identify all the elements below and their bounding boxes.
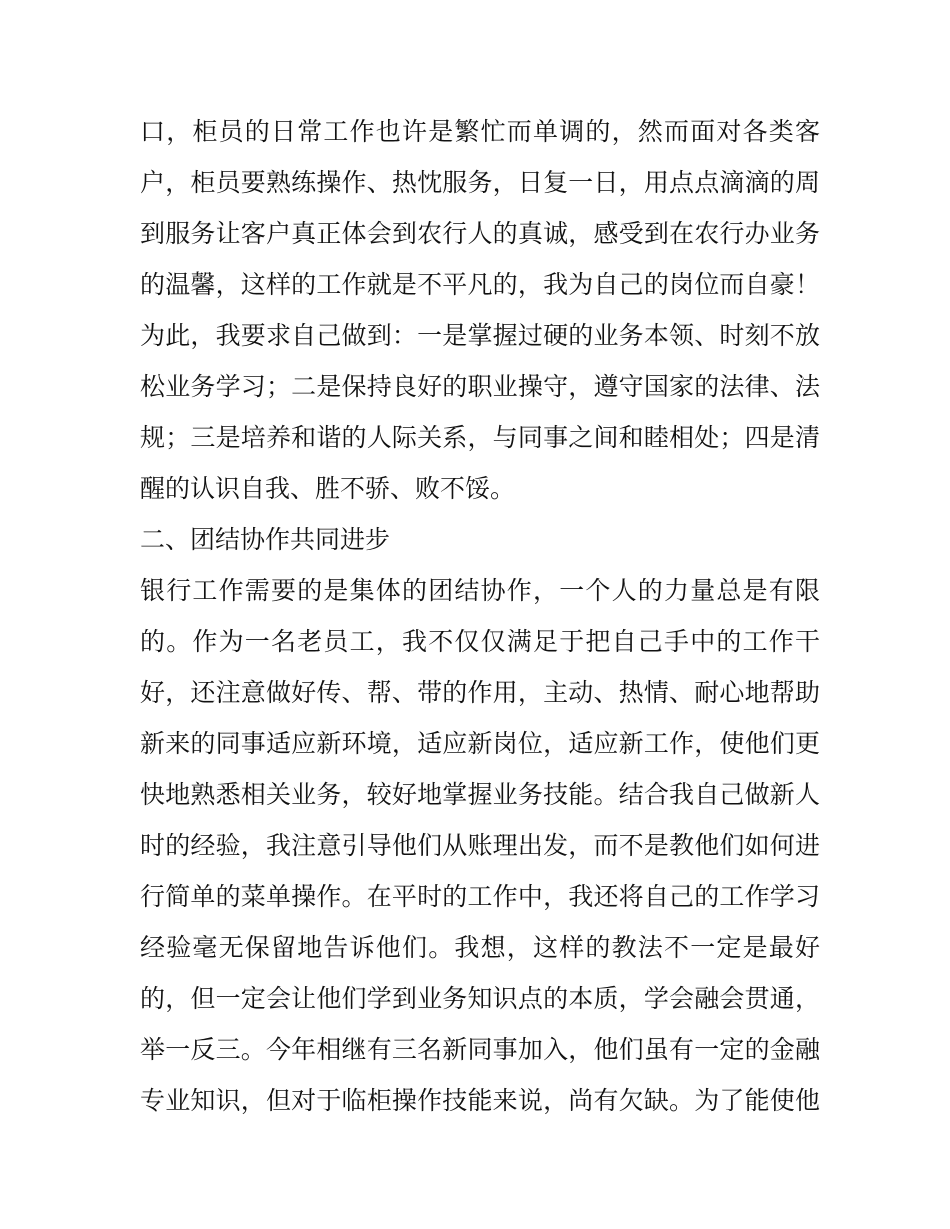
- body-text: [140, 106, 820, 1126]
- text-line: 户，柜员要熟练操作、热忱服务，日复一日，用点点滴滴的周: [140, 168, 820, 197]
- text-line: 醒的认识自我、胜不骄、败不馁。: [140, 474, 516, 503]
- text-line: 举一反三。今年相继有三名新同事加入，他们虽有一定的金融: [140, 1035, 820, 1064]
- text-line: 松业务学习；二是保持良好的职业操守，遵守国家的法律、法: [140, 372, 820, 401]
- text-line: 口，柜员的日常工作也许是繁忙而单调的，然而面对各类客: [140, 117, 820, 146]
- text-line: 到服务让客户真正体会到农行人的真诚，感受到在农行办业务: [140, 219, 820, 248]
- text-line: 快地熟悉相关业务，较好地掌握业务技能。结合我自己做新人: [140, 780, 820, 809]
- text-line: 好，还注意做好传、帮、带的作用，主动、热情、耐心地帮助: [140, 678, 820, 707]
- text-line: 时的经验，我注意引导他们从账理出发，而不是教他们如何进: [140, 831, 820, 860]
- text-line: 的温馨，这样的工作就是不平凡的，我为自己的岗位而自豪！: [140, 270, 820, 299]
- section-heading: 二、团结协作共同进步: [140, 525, 391, 554]
- text-line: 银行工作需要的是集体的团结协作，一个人的力量总是有限: [140, 576, 820, 605]
- text-line: 为此，我要求自己做到：一是掌握过硬的业务本领、时刻不放: [140, 321, 820, 350]
- text-line: 行简单的菜单操作。在平时的工作中，我还将自己的工作学习: [140, 882, 820, 911]
- text-line: 规；三是培养和谐的人际关系，与同事之间和睦相处；四是清: [140, 423, 820, 452]
- text-line: 新来的同事适应新环境，适应新岗位，适应新工作，使他们更: [140, 729, 820, 758]
- text-line: 的，但一定会让他们学到业务知识点的本质，学会融会贯通，: [140, 984, 820, 1013]
- text-line: 专业知识，但对于临柜操作技能来说，尚有欠缺。为了能使他: [140, 1086, 820, 1115]
- text-line: 经验毫无保留地告诉他们。我想，这样的教法不一定是最好: [140, 933, 820, 962]
- text-line: 的。作为一名老员工，我不仅仅满足于把自己手中的工作干: [140, 627, 820, 656]
